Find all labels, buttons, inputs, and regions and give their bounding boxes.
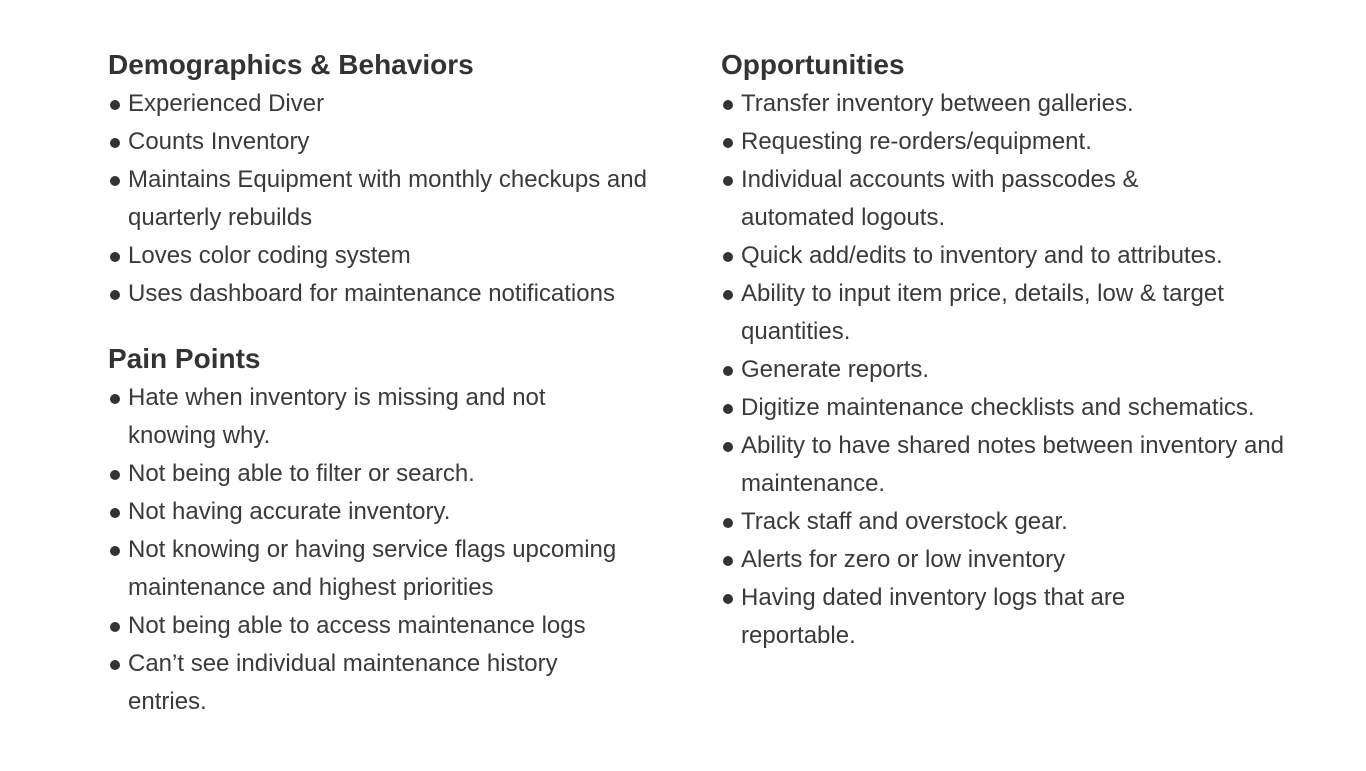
list-item: Loves color coding system [108,237,688,275]
pain-points-list [108,379,678,721]
list-item: Transfer inventory between galleries. [721,85,1301,123]
bullet-icon [723,176,733,186]
list-item: Not being able to access maintenance logs [108,607,688,645]
bullet-icon [723,442,733,452]
list-item: Not knowing or having service flags upcoming maintenance and highest priorities [108,531,673,607]
bullet-icon [110,546,120,556]
bullet-icon [723,252,733,262]
bullet-icon [110,176,120,186]
list-item: Can’t see individual maintenance history entries. [108,645,613,721]
list-item: Maintains Equipment with monthly checkups and quarterly rebuilds [108,161,648,237]
bullet-icon [723,594,733,604]
right-column [721,45,1341,655]
list-item: Counts Inventory [108,123,688,161]
list-item: Uses dashboard for maintenance notifications [108,275,688,313]
bullet-icon [110,252,120,262]
bullet-icon [110,394,120,404]
bullet-icon [110,138,120,148]
bullet-icon [723,290,733,300]
bullet-icon [110,622,120,632]
bullet-icon [110,508,120,518]
list-item: Quick add/edits to inventory and to attributes. [721,237,1341,275]
left-column [108,45,678,721]
list-item: Requesting re-orders/equipment. [721,123,1301,161]
bullet-icon [723,138,733,148]
list-item: Track staff and overstock gear. [721,503,1301,541]
list-item: Not being able to filter or search. [108,455,688,493]
list-item: Alerts for zero or low inventory [721,541,1301,579]
demographics-list [108,85,678,313]
list-item: Digitize maintenance checklists and schematics. [721,389,1361,427]
bullet-icon [723,366,733,376]
opportunities-list [721,85,1341,655]
bullet-icon [110,290,120,300]
list-item: Individual accounts with passcodes & automated logouts. [721,161,1191,237]
bullet-icon [723,100,733,110]
pain-points-heading: Pain Points [108,343,261,374]
list-item: Having dated inventory logs that are reportable. [721,579,1181,655]
bullet-icon [110,660,120,670]
bullet-icon [723,518,733,528]
list-item: Hate when inventory is missing and not knowing why. [108,379,598,455]
list-item: Not having accurate inventory. [108,493,688,531]
list-item: Ability to have shared notes between inventory and maintenance. [721,427,1311,503]
list-item: Generate reports. [721,351,1301,389]
bullet-icon [110,470,120,480]
list-item: Experienced Diver [108,85,688,123]
demographics-heading: Demographics & Behaviors [108,49,474,80]
opportunities-heading: Opportunities [721,49,905,80]
list-item: Ability to input item price, details, low & target quantities. [721,275,1301,351]
bullet-icon [723,404,733,414]
bullet-icon [723,556,733,566]
bullet-icon [110,100,120,110]
